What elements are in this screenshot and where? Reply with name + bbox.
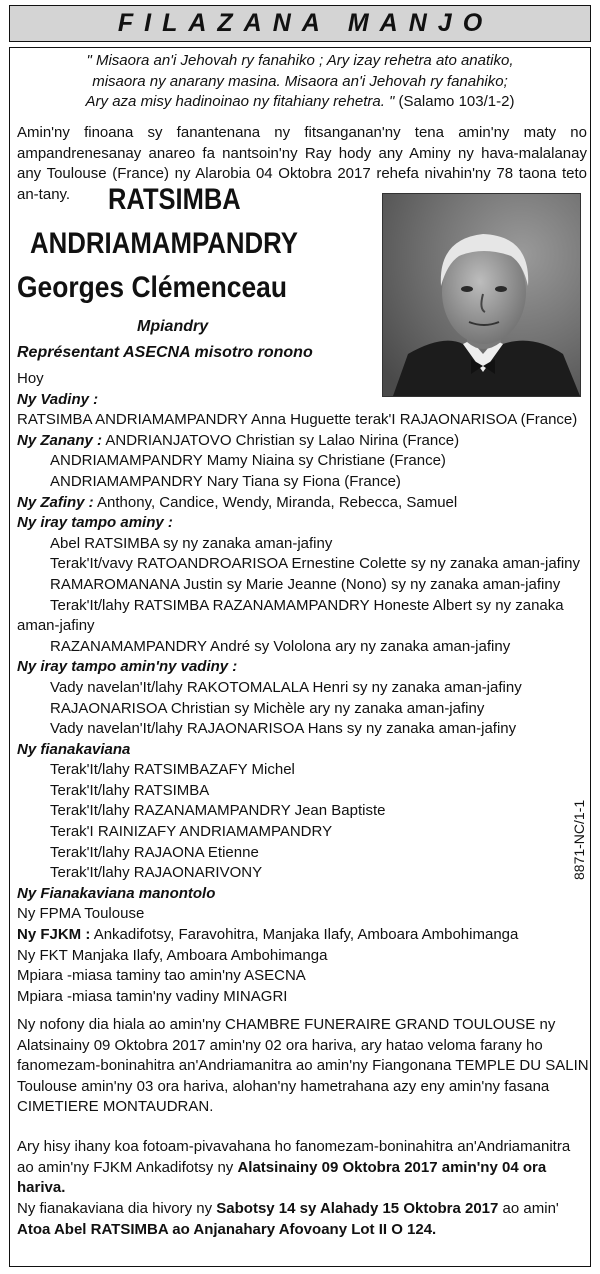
deceased-role: Mpiandry [137,318,209,335]
fpma-text: Ny FPMA Toulouse [17,905,145,923]
tampo-vadiny-item: Vady navelan'It/lahy RAJAONARISOA Hans sy ny zanaka aman-jafiny [50,720,517,738]
quote-line: " Misaora an'i Jehovah ry fanahiko ; Ary izay rehetra ato anatiko, [86,52,514,69]
fianakaviana-heading: Ny fianakaviana [17,740,131,758]
tampo-vadiny-item: Vady navelan'It/lahy RAKOTOMALALA Henri sy ny zanaka aman-jafiny [50,678,522,696]
fianakaviana-item: Terak'It/lahy RAJAONA Etienne [50,843,259,861]
funeral-line: CIMETIERE MONTAUDRAN. [17,1098,214,1116]
service-line: ao amin'ny FJKM Ankadifotsy ny [17,1158,238,1176]
fkt-text: Ny FKT Manjaka Ilafy, Amboara Ambohimanga [17,946,328,964]
fianakaviana-item: Terak'I RAINIZAFY ANDRIAMAMPANDRY [50,823,333,841]
announcement-paragraph: Amin'ny finoana sy fanantenana ny fitsanganan'ny tena amin'ny maty no ampandrenesanay anareo fa nantsoin'ny Ray hody any Aminy ny hava-malalanay any Toulouse (France) ny Alarobia 04 Oktobra 2017 rehefa nivahin'ny 78 taona teto an-tany. [17,124,587,203]
funeral-paragraph [17,1015,587,1118]
quote-line: Ary aza misy hadinoinao ny fitahiany rehetra. " [85,93,395,111]
tampo-vadiny-heading: Ny iray tampo amin'ny vadiny : [17,658,238,676]
reference-code: 8871-NC/1-1 [571,799,587,880]
deceased-role-2: Représentant ASECNA misotro ronono [17,344,313,361]
header-banner [9,5,591,42]
wake-line: Ny fianakaviana dia hivory ny [17,1200,217,1217]
tampo-aminy-item: aman-jafiny [17,617,95,635]
tampo-aminy-item: RAZANAMAMPANDRY André sy Vololona ary ny zanaka aman-jafiny [50,637,511,655]
service-line: Ary hisy ihany koa fotoam-pivavahana ho fanomezam-boninahitra an'Andriamanitra [17,1138,571,1155]
minagri-text: Mpiara -miasa tamin'ny vadiny MINAGRI [17,987,288,1005]
quote-reference: (Salamo 103/1-2) [398,93,515,111]
tampo-aminy-heading: Ny iray tampo aminy : [17,514,173,532]
fianakaviana-item: Terak'It/lahy RATSIMBAZAFY Michel [50,761,295,779]
fjkm-text: Ankadifotsy, Faravohitra, Manjaka Ilafy, Amboara Ambohimanga [93,926,519,944]
zanany-item: ANDRIAMAMPANDRY Nary Tiana sy Fiona (France) [50,472,401,490]
zanany-heading: Ny Zanany : [17,431,103,449]
wake-line: ao amin' [498,1200,559,1217]
wake-paragraph [17,1199,587,1240]
quote-line: misaora ny anarany masina. Misaora an'i Jehovah ry fanahiko; [92,72,508,90]
tampo-aminy-item: Terak'It/lahy RATSIMBA RAZANAMAMPANDRY Honeste Albert sy ny zanaka [50,596,564,614]
service-date: Alatsinainy 09 Oktobra 2017 amin'ny 04 ora [237,1158,547,1176]
fianakaviana-item: Terak'It/lahy RATSIMBA [50,781,210,799]
asecna-text: Mpiara -miasa taminy tao amin'ny ASECNA [17,967,306,985]
funeral-line: Alatsinainy 09 Oktobra 2017 amin'ny 02 ora hariva, ary hatao veloma farany ho [17,1036,543,1054]
family-section [17,369,587,1007]
zafiny-heading: Ny Zafiny : [17,493,94,511]
fjkm-heading: Ny FJKM : [17,926,91,944]
zanany-item: ANDRIAMAMPANDRY Mamy Niaina sy Christiane (France) [50,452,446,470]
zanany-item: ANDRIANJATOVO Christian sy Lalao Nirina (France) [105,431,460,449]
service-paragraph [17,1137,587,1199]
manontolo-heading: Ny Fianakaviana manontolo [17,884,216,902]
fianakaviana-item: Terak'It/lahy RAZANAMAMPANDRY Jean Baptiste [50,802,386,820]
tampo-aminy-item: Terak'It/vavy RATOANDROARISOA Ernestine Colette sy ny zanaka aman-jafiny [50,555,581,573]
wake-address: Atoa Abel RATSIMBA ao Anjanahary Afovoany Lot II O 124. [17,1220,437,1238]
vadiny-text: RATSIMBA ANDRIAMAMPANDRY Anna Huguette terak'I RAJAONARISOA (France) [17,411,578,429]
wake-dates: Sabotsy 14 sy Alahady 15 Oktobra 2017 [216,1200,499,1217]
header-title: FILAZANA MANJO [117,9,494,37]
funeral-line: Toulouse amin'ny 03 ora hariva, alohan'ny hametrahana azy eny amin'ny fasana [17,1077,550,1095]
tampo-aminy-item: Abel RATSIMBA sy ny zanaka aman-jafiny [50,534,333,552]
tampo-aminy-item: RAMAROMANANA Justin sy Marie Jeanne (Nono) sy ny zanaka aman-jafiny [50,575,561,593]
service-time: hariva. [17,1179,66,1197]
funeral-line: Ny nofony dia hiala ao amin'ny CHAMBRE FUNERAIRE GRAND TOULOUSE ny [17,1016,556,1033]
deceased-surname-2: ANDRIAMAMPANDRY [30,227,299,260]
hoy-text: Hoy [17,370,44,387]
psalm-quote [12,51,588,113]
fianakaviana-item: Terak'It/lahy RAJAONARIVONY [50,864,263,882]
zafiny-text: Anthony, Candice, Wendy, Miranda, Rebecca, Samuel [97,493,458,511]
vadiny-heading: Ny Vadiny : [17,390,99,408]
funeral-line: fanomezam-boninahitra an'Andriamanitra ao amin'ny Fiangonana TEMPLE DU SALIN [17,1057,589,1075]
deceased-surname: RATSIMBA [108,183,241,216]
portrait-photo [382,193,581,397]
tampo-vadiny-item: RAJAONARISOA Christian sy Michèle ary ny zanaka aman-jafiny [50,699,485,717]
deceased-given-names: Georges Clémenceau [17,271,287,304]
